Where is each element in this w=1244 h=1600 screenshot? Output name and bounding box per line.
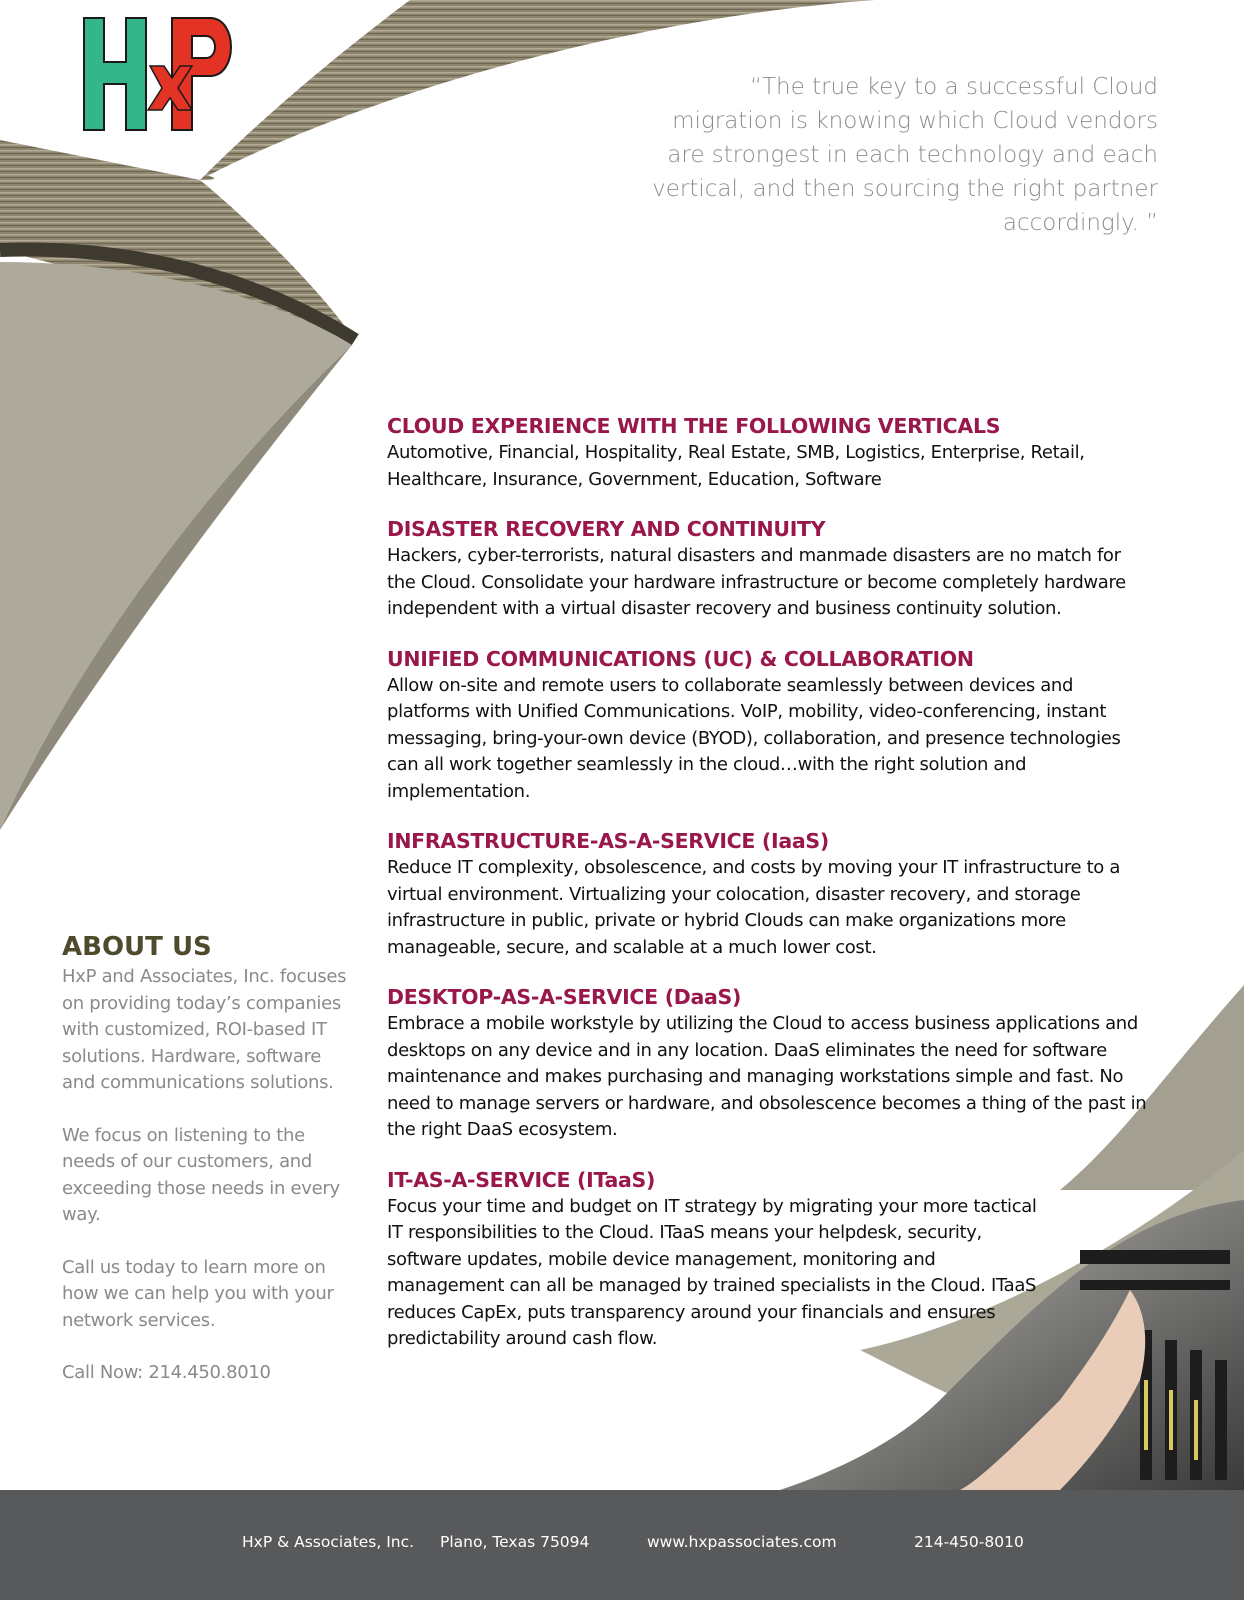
about-paragraph: We focus on listening to the needs of our customers, and exceeding those needs in every way.: [62, 1124, 340, 1225]
section-body: Automotive, Financial, Hospitality, Real Estate, SMB, Logistics, Enterprise, Retail, Healthcare, Insurance, Government, Education, Software: [387, 442, 1085, 490]
about-us-heading: ABOUT US: [62, 932, 212, 962]
footer-phone[interactable]: 214-450-8010: [914, 1533, 1024, 1551]
section-body: Hackers, cyber-terrorists, natural disasters and manmade disasters are no match for the Cloud. Consolidate your hardware infrastructure or become completely hardware independent with a virtual disaster recovery and business continuity solution.: [387, 545, 1126, 619]
section-disaster-recovery: [387, 515, 1147, 623]
section-heading: DESKTOP-AS-A-SERVICE (DaaS): [387, 985, 742, 1009]
services-content: [387, 412, 1147, 1375]
section-heading: IT-AS-A-SERVICE (ITaaS): [387, 1167, 656, 1192]
footer-website-link[interactable]: www.hxpassociates.com: [647, 1533, 837, 1551]
footer-company: HxP & Associates, Inc.: [242, 1533, 415, 1551]
call-now-phone: Call Now: 214.450.8010: [62, 1362, 271, 1383]
pull-quote: “The true key to a successful Cloud migration is knowing which Cloud vendors are strongest in each technology and each vertical, and then sourcing the right partner accordingly. ”: [652, 74, 1158, 236]
section-body: Reduce IT complexity, obsolescence, and costs by moving your IT infrastructure to a virtual environment. Virtualizing your colocation, disaster recovery, and storage infrastructure in public, private or hybrid Clouds can make organizations more manageable, secure, and scalable at a much lower cost.: [387, 857, 1120, 958]
section-itaas: [387, 1166, 1147, 1353]
about-paragraph: HxP and Associates, Inc. focuses on providing today’s companies with customized, ROI-based IT solutions. Hardware, software and communications solutions.: [62, 966, 347, 1093]
section-heading: CLOUD EXPERIENCE WITH THE FOLLOWING VERTICALS: [387, 414, 1001, 438]
section-heading: INFRASTRUCTURE-AS-A-SERVICE (IaaS): [387, 829, 829, 853]
section-heading: DISASTER RECOVERY AND CONTINUITY: [387, 517, 826, 541]
company-logo: [80, 14, 240, 134]
section-body: Focus your time and budget on IT strategy by migrating your more tactical IT responsibilities to the Cloud. ITaaS means your helpdesk, security, software updates, mobile device management, monitoring and management can all be managed by trained specialists in the Cloud. ITaaS reduces CapEx, puts transparency around your financials and ensures predictability around cash flow.: [387, 1195, 1037, 1349]
footer-location: Plano, Texas 75094: [440, 1533, 590, 1551]
footer-bar: [0, 1490, 1244, 1600]
section-verticals: [387, 412, 1147, 493]
section-heading: UNIFIED COMMUNICATIONS (UC) & COLLABORATION: [387, 646, 974, 671]
section-iaas: [387, 827, 1147, 961]
section-daas: [387, 983, 1147, 1144]
about-us: [62, 932, 352, 1413]
section-body: Allow on-site and remote users to collaborate seamlessly between devices and platforms with Unified Communications. VoIP, mobility, video-conferencing, instant messaging, bring-your-own device (BYOD), collaboration, and presence technologies can all work together seamlessly in the cloud…with the right solution and implementation.: [387, 674, 1121, 802]
about-paragraph: Call us today to learn more on how we can help you with your network services.: [62, 1256, 334, 1331]
section-body: Embrace a mobile workstyle by utilizing the Cloud to access business applications and desktops on any device and in any location. DaaS eliminates the need for software maintenance and makes purchasing and managing workstations simple and fast. No need to manage servers or hardware, and obsolescence becomes a thing of the past in the right DaaS ecosystem.: [387, 1013, 1147, 1140]
section-unified-communications: [387, 645, 1147, 806]
